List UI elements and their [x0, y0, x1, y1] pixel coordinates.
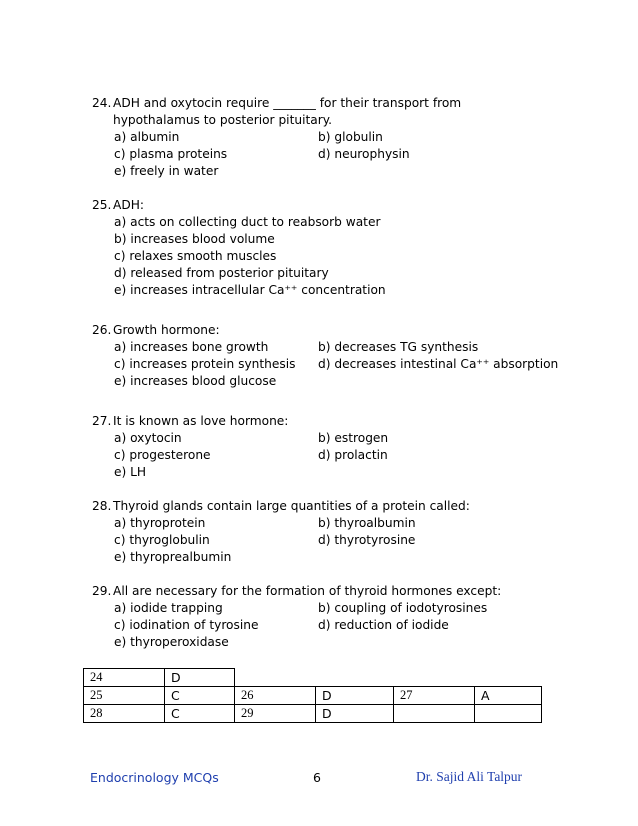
question-text: hypothalamus to posterior pituitary.: [113, 113, 333, 127]
answer-option: e) increases blood glucose: [114, 374, 277, 388]
option-row: [92, 549, 470, 566]
answer-option: d) prolactin: [318, 448, 388, 462]
answer-option: e) thyroprealbumin: [114, 550, 232, 564]
question-block: [92, 197, 386, 299]
answer-option: d) decreases intestinal Ca⁺⁺ absorption: [318, 357, 559, 371]
option-row: [92, 634, 501, 651]
answer-letter: C: [165, 687, 235, 705]
answer-qnum: 25: [84, 687, 165, 705]
option-row: [92, 163, 461, 180]
footer-author: Dr. Sajid Ali Talpur: [416, 769, 523, 784]
blank-cell: [394, 669, 475, 687]
answer-option: a) thyroprotein: [114, 516, 206, 530]
answer-option: b) globulin: [318, 130, 383, 144]
question-text: It is known as love hormone:: [113, 414, 289, 428]
question-text: All are necessary for the formation of thyroid hormones except:: [113, 584, 502, 598]
answer-option: c) iodination of tyrosine: [114, 618, 259, 632]
answer-option: e) LH: [114, 465, 147, 479]
option-row: [92, 248, 277, 265]
option-row: [92, 356, 559, 373]
question-block: [92, 322, 559, 390]
question-stem-line: [92, 583, 501, 600]
footer-book-title: Endocrinology MCQs: [90, 770, 219, 785]
answer-qnum: 29: [235, 705, 316, 723]
answer-option: c) progesterone: [114, 448, 211, 462]
option-row: [92, 617, 501, 634]
answer-option: d) reduction of iodide: [318, 618, 449, 632]
question-stem-line: [92, 112, 461, 129]
answer-letter: D: [316, 705, 394, 723]
answer-option: b) estrogen: [318, 431, 389, 445]
question-number: 26.: [92, 323, 112, 337]
question-number: 28.: [92, 499, 112, 513]
question-number: 29.: [92, 584, 112, 598]
footer-page-number: 6: [313, 770, 321, 785]
option-row: [92, 447, 388, 464]
answer-option: c) increases protein synthesis: [114, 357, 296, 371]
option-row: [92, 282, 386, 299]
question-text: ADH and oxytocin require _______ for their transport from: [113, 96, 462, 110]
option-row: [92, 600, 501, 617]
answer-letter: C: [165, 705, 235, 723]
question-text: Thyroid glands contain large quantities of a protein called:: [113, 499, 470, 513]
answer-option: c) thyroglobulin: [114, 533, 210, 547]
answer-option: a) albumin: [114, 130, 180, 144]
answer-option: b) increases blood volume: [114, 232, 275, 246]
answer-option: b) decreases TG synthesis: [318, 340, 479, 354]
answer-option: b) thyroalbumin: [318, 516, 416, 530]
answer-option: d) released from posterior pituitary: [114, 266, 329, 280]
option-row: [92, 373, 277, 390]
answer-option: e) freely in water: [114, 164, 219, 178]
question-text: ADH:: [113, 198, 144, 212]
answer-row: [84, 687, 542, 705]
question-block: [92, 95, 461, 180]
answer-row: [84, 705, 542, 723]
answer-option: a) oxytocin: [114, 431, 182, 445]
answer-qnum: 26: [235, 687, 316, 705]
answer-option: e) increases intracellular Ca⁺⁺ concentration: [114, 283, 386, 297]
answer-option: b) coupling of iodotyrosines: [318, 601, 488, 615]
question-number: 27.: [92, 414, 112, 428]
blank-cell: [394, 705, 475, 723]
question-number: 25.: [92, 198, 112, 212]
answer-option: a) increases bone growth: [114, 340, 269, 354]
answer-qnum: 27: [394, 687, 475, 705]
question-stem-line: [92, 498, 470, 515]
question-stem-line: [92, 197, 144, 214]
answer-letter: A: [475, 687, 542, 705]
question-block: [92, 583, 501, 651]
blank-cell: [475, 705, 542, 723]
question-block: [92, 413, 389, 481]
answer-option: a) acts on collecting duct to reabsorb water: [114, 215, 381, 229]
option-row: [92, 231, 275, 248]
option-row: [92, 532, 470, 549]
answer-qnum: 28: [84, 705, 165, 723]
answer-option: c) plasma proteins: [114, 147, 228, 161]
answer-letter: D: [316, 687, 394, 705]
option-row: [92, 265, 329, 282]
blank-cell: [316, 669, 394, 687]
option-row: [92, 515, 470, 532]
option-row: [92, 146, 461, 163]
answer-option: a) iodide trapping: [114, 601, 223, 615]
question-block: [92, 498, 470, 566]
option-row: [92, 129, 461, 146]
option-row: [92, 339, 479, 356]
answer-option: d) neurophysin: [318, 147, 410, 161]
question-stem-line: [92, 95, 461, 112]
answer-option: e) thyroperoxidase: [114, 635, 229, 649]
blank-cell: [235, 669, 316, 687]
answer-row: [84, 669, 542, 687]
blank-cell: [475, 669, 542, 687]
answer-option: c) relaxes smooth muscles: [114, 249, 277, 263]
answer-key-table: [83, 668, 542, 723]
option-row: [92, 214, 381, 231]
question-number: 24.: [92, 96, 112, 110]
question-text: Growth hormone:: [113, 323, 220, 337]
question-stem-line: [92, 413, 288, 430]
question-stem-line: [92, 322, 220, 339]
answer-qnum: 24: [84, 669, 165, 687]
option-row: [92, 430, 389, 447]
option-row: [92, 464, 288, 481]
answer-option: d) thyrotyrosine: [318, 533, 416, 547]
answer-letter: D: [165, 669, 235, 687]
